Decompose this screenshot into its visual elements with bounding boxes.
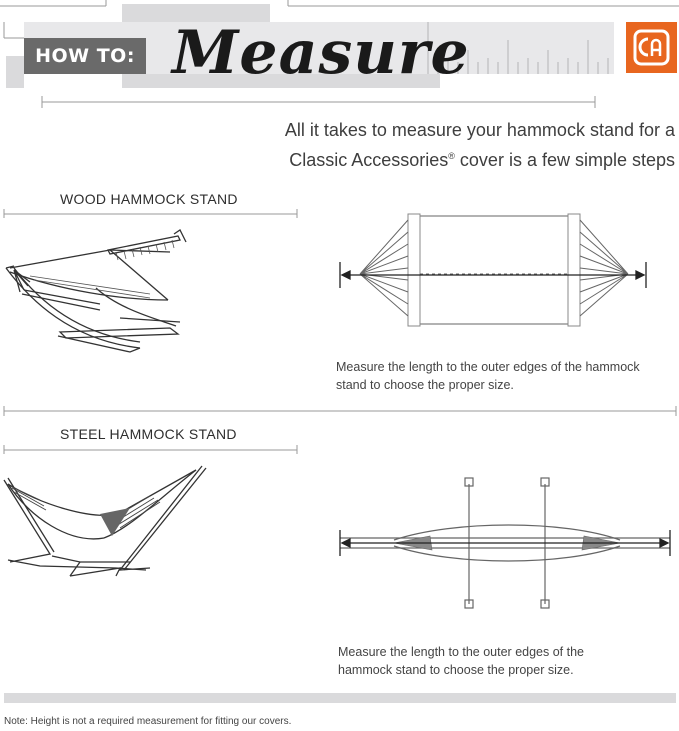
intro-line-1: All it takes to measure your hammock stand for a	[284, 120, 675, 140]
footer-bar	[4, 693, 676, 703]
steel-hammock-illustration	[0, 458, 220, 588]
footer-note: Note: Height is not a required measurement for fitting our covers.	[4, 716, 292, 727]
howto-label: HOW TO:	[24, 38, 146, 74]
wood-measure-diagram	[334, 210, 654, 330]
steel-section-title: STEEL HAMMOCK STAND	[60, 426, 237, 442]
intro-brand: Classic Accessories	[289, 150, 449, 170]
steel-caption-line-2: hammock stand to choose the proper size.	[338, 663, 574, 677]
page-title: Measure	[172, 18, 470, 88]
steel-title-rule	[0, 444, 679, 454]
wood-caption-line-1: Measure the length to the outer edges of the hammock	[336, 360, 640, 374]
section-divider	[0, 405, 679, 417]
wood-hammock-illustration	[0, 220, 220, 370]
intro-text	[205, 117, 675, 173]
intro-line-2	[205, 143, 675, 173]
wood-caption	[336, 358, 640, 394]
wood-section-title: WOOD HAMMOCK STAND	[60, 191, 238, 207]
registered-mark: ®	[448, 151, 455, 161]
steel-measure-diagram	[334, 474, 674, 614]
steel-caption-line-1: Measure the length to the outer edges of the	[338, 645, 585, 659]
wood-caption-line-2: stand to choose the proper size.	[336, 378, 514, 392]
brand-logo	[626, 22, 677, 73]
ca-logo-icon	[626, 22, 677, 73]
steel-caption	[338, 643, 584, 679]
intro-line-2-end: cover is a few simple steps	[454, 150, 675, 170]
